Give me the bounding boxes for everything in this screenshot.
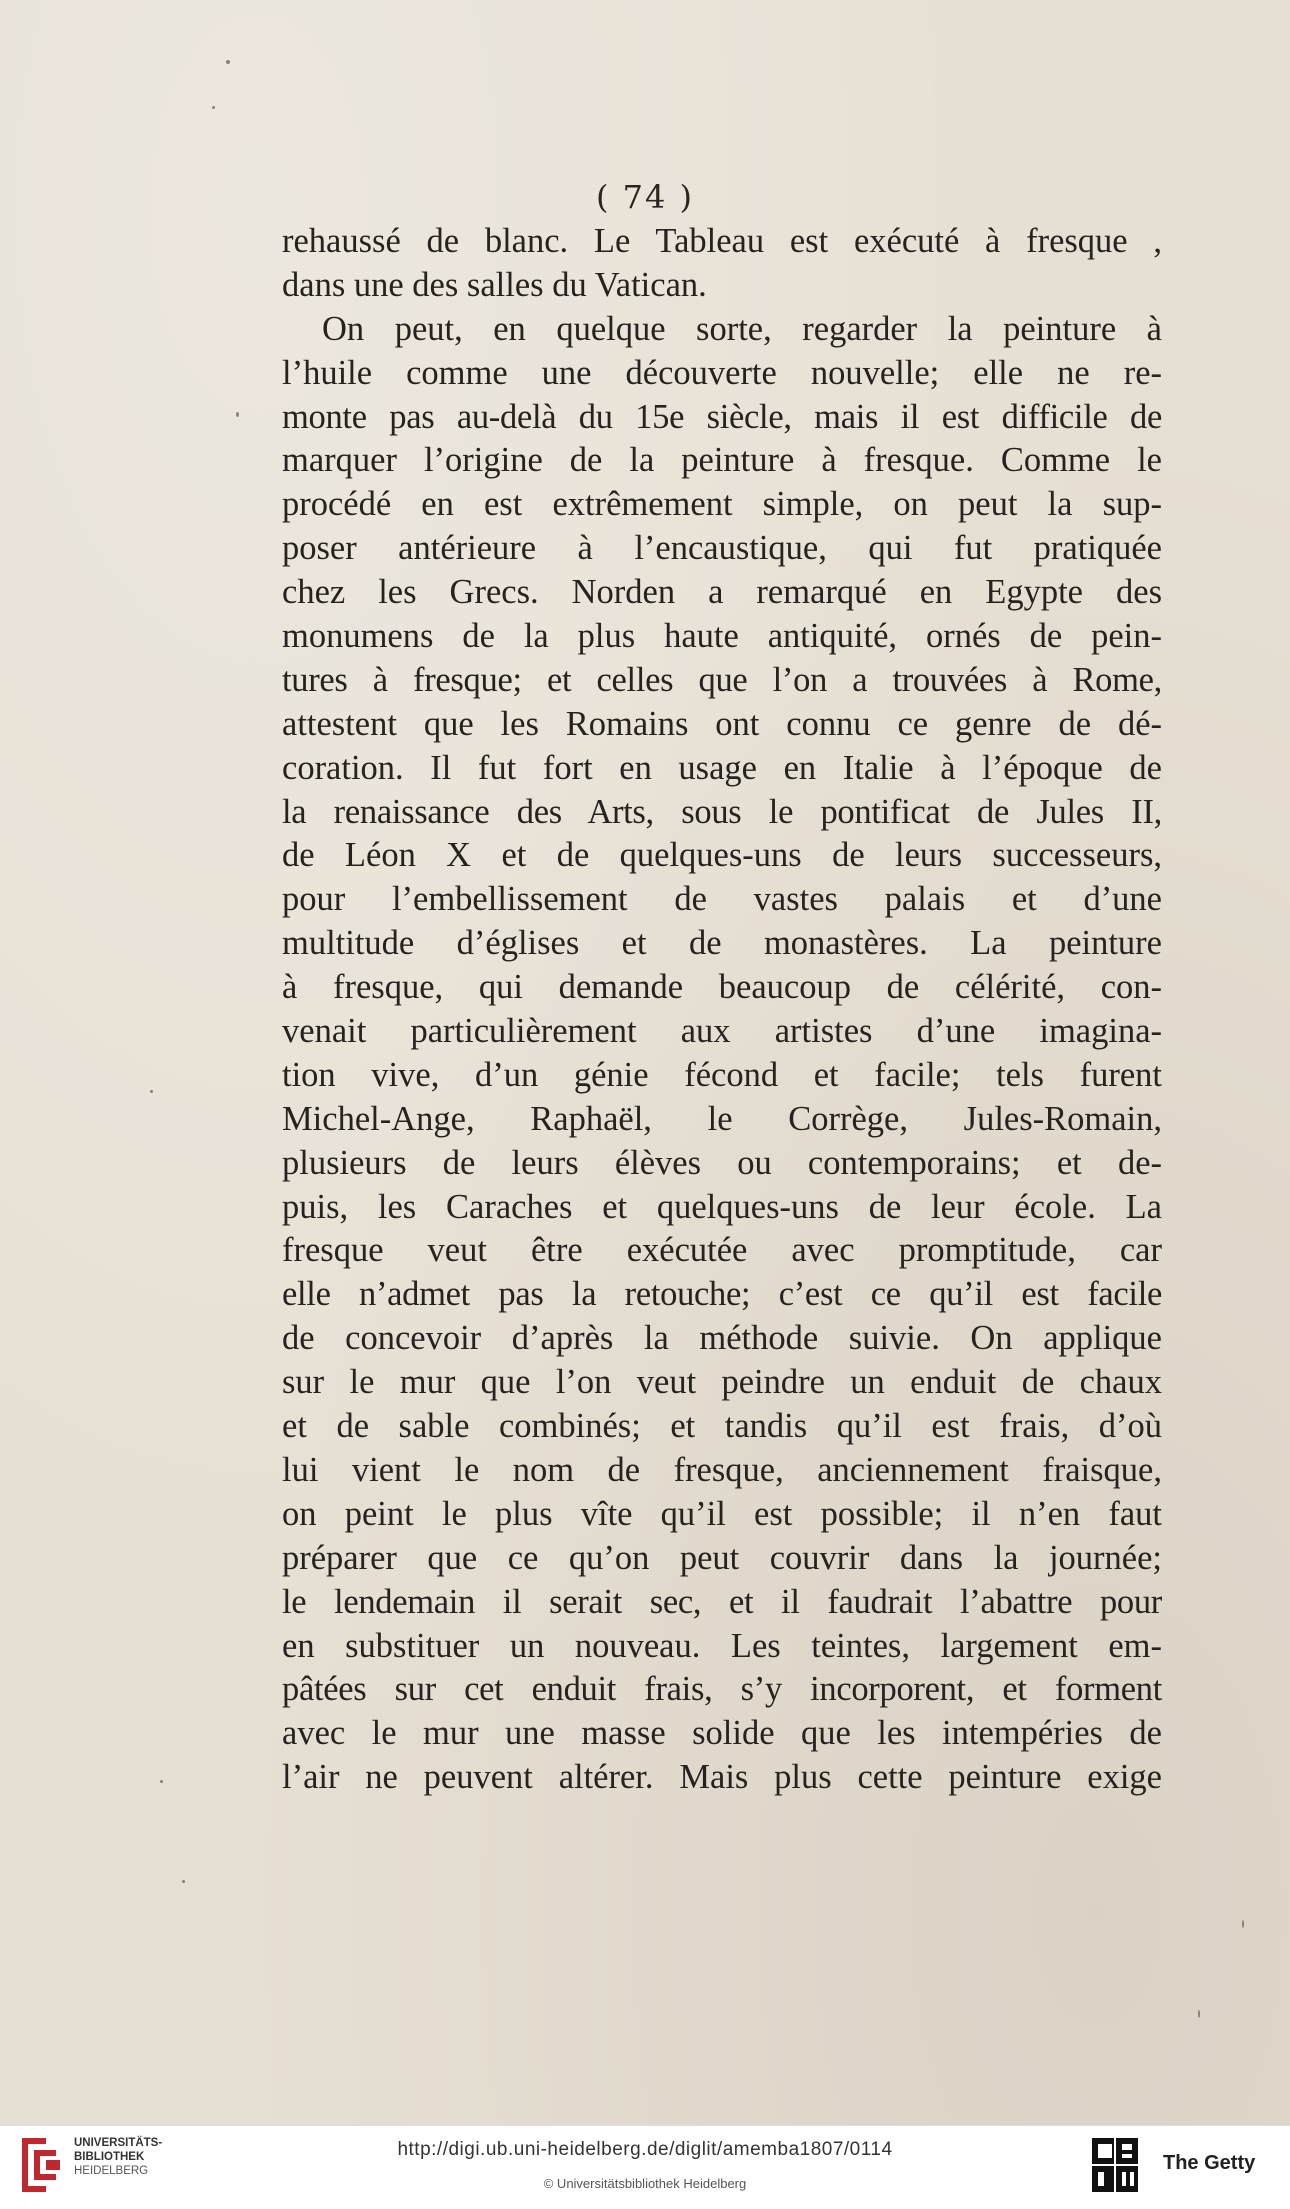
paper-speck [226,60,230,64]
text-line: on peint le plus vîte qu’il est possible; il n’en faut [282,1494,1162,1533]
text-line: rehaussé de blanc. Le Tableau est exécuté à fresque , [282,222,1162,260]
text-line: tion vive, d’un génie fécond et facile; tels furent [282,1055,1162,1094]
text-line: attestent que les Romains ont connu ce genre de dé- [282,704,1162,743]
paper-speck [1198,2010,1200,2018]
text-line: à fresque, qui demande beaucoup de célérité, con- [282,968,1162,1007]
text-line: tures à fresque; et celles que l’on a trouvées à Rome, [282,660,1162,699]
body-text [282,220,1162,1800]
text-line: multitude d’églises et de monastères. La peinture [282,924,1162,963]
text-line: On peut, en quelque sorte, regarder la peinture à [322,309,1162,348]
text-line: poser antérieure à l’encaustique, qui fut pratiquée [282,529,1162,568]
getty-name: The Getty [1163,2152,1256,2174]
text-line: de Léon X et de quelques-uns de leurs successeurs, [282,836,1162,875]
text-line: sur le mur que l’on veut peindre un enduit de chaux [282,1363,1162,1402]
library-name-line: HEIDELBERG [74,2165,149,2177]
text-line: avec le mur une masse solide que les intempéries de [282,1714,1162,1753]
text-line: l’air ne peuvent altérer. Mais plus cette peinture exige [282,1758,1162,1797]
text-line: marquer l’origine de la peinture à fresque. Comme le [282,441,1162,480]
text-line: chez les Grecs. Norden a remarqué en Egypte des [282,573,1162,612]
text-line: en substituer un nouveau. Les teintes, largement em- [282,1626,1162,1665]
text-line: et de sable combinés; et tandis qu’il est frais, d’où [282,1407,1162,1446]
text-line: Michel-Ange, Raphaël, le Corrège, Jules-Romain, [282,1099,1162,1138]
paper-speck [182,1880,185,1883]
paper-speck [236,412,239,417]
library-name-line: BIBLIOTHEK [74,2151,145,2163]
text-line: plusieurs de leurs élèves ou contemporains; et de- [282,1143,1162,1182]
text-line: fresque veut être exécutée avec promptitude, car [282,1231,1162,1270]
text-line: dans une des salles du Vatican. [282,265,707,304]
text-line: monumens de la plus haute antiquité, ornés de pein- [282,617,1162,656]
text-line: puis, les Caraches et quelques-uns de leur école. La [282,1187,1162,1226]
permalink-url[interactable]: http://digi.ub.uni-heidelberg.de/diglit/amemba1807/0114 [397,2139,893,2160]
text-line: coration. Il fut fort en usage en Italie à l’époque de [282,748,1162,787]
text-line: pâtées sur cet enduit frais, s’y incorporent, et forment [282,1670,1162,1709]
text-line: monte pas au-delà du 15e siècle, mais il est difficile de [282,397,1162,436]
text-line: de concevoir d’après la méthode suivie. On applique [282,1319,1162,1358]
paper-speck [150,1090,153,1093]
library-name-line: UNIVERSITÄTS- [74,2137,163,2149]
page-number: ( 74 ) [595,178,695,216]
copyright-notice: © Universitätsbibliothek Heidelberg [543,2176,747,2191]
text-line: elle n’admet pas la retouche; c’est ce qu’il est facile [282,1275,1162,1314]
paper-speck [1242,1920,1244,1928]
paper-speck [160,1780,163,1783]
text-line: pour l’embellissement de vastes palais et d’une [282,880,1162,919]
getty-logo-icon [1086,2130,1144,2200]
paper-speck [212,106,215,109]
text-line: l’huile comme une découverte nouvelle; elle ne re- [282,353,1162,392]
text-line: venait particulièrement aux artistes d’une imagina- [282,1012,1162,1051]
text-line: la renaissance des Arts, sous le pontificat de Jules II, [282,792,1162,831]
text-line: lui vient le nom de fresque, anciennement fraisque, [282,1450,1162,1489]
text-line: préparer que ce qu’on peut couvrir dans la journée; [282,1538,1162,1577]
text-line: le lendemain il serait sec, et il faudrait l’abattre pour [282,1582,1162,1621]
text-line: procédé en est extrêmement simple, on peut la sup- [282,485,1162,524]
